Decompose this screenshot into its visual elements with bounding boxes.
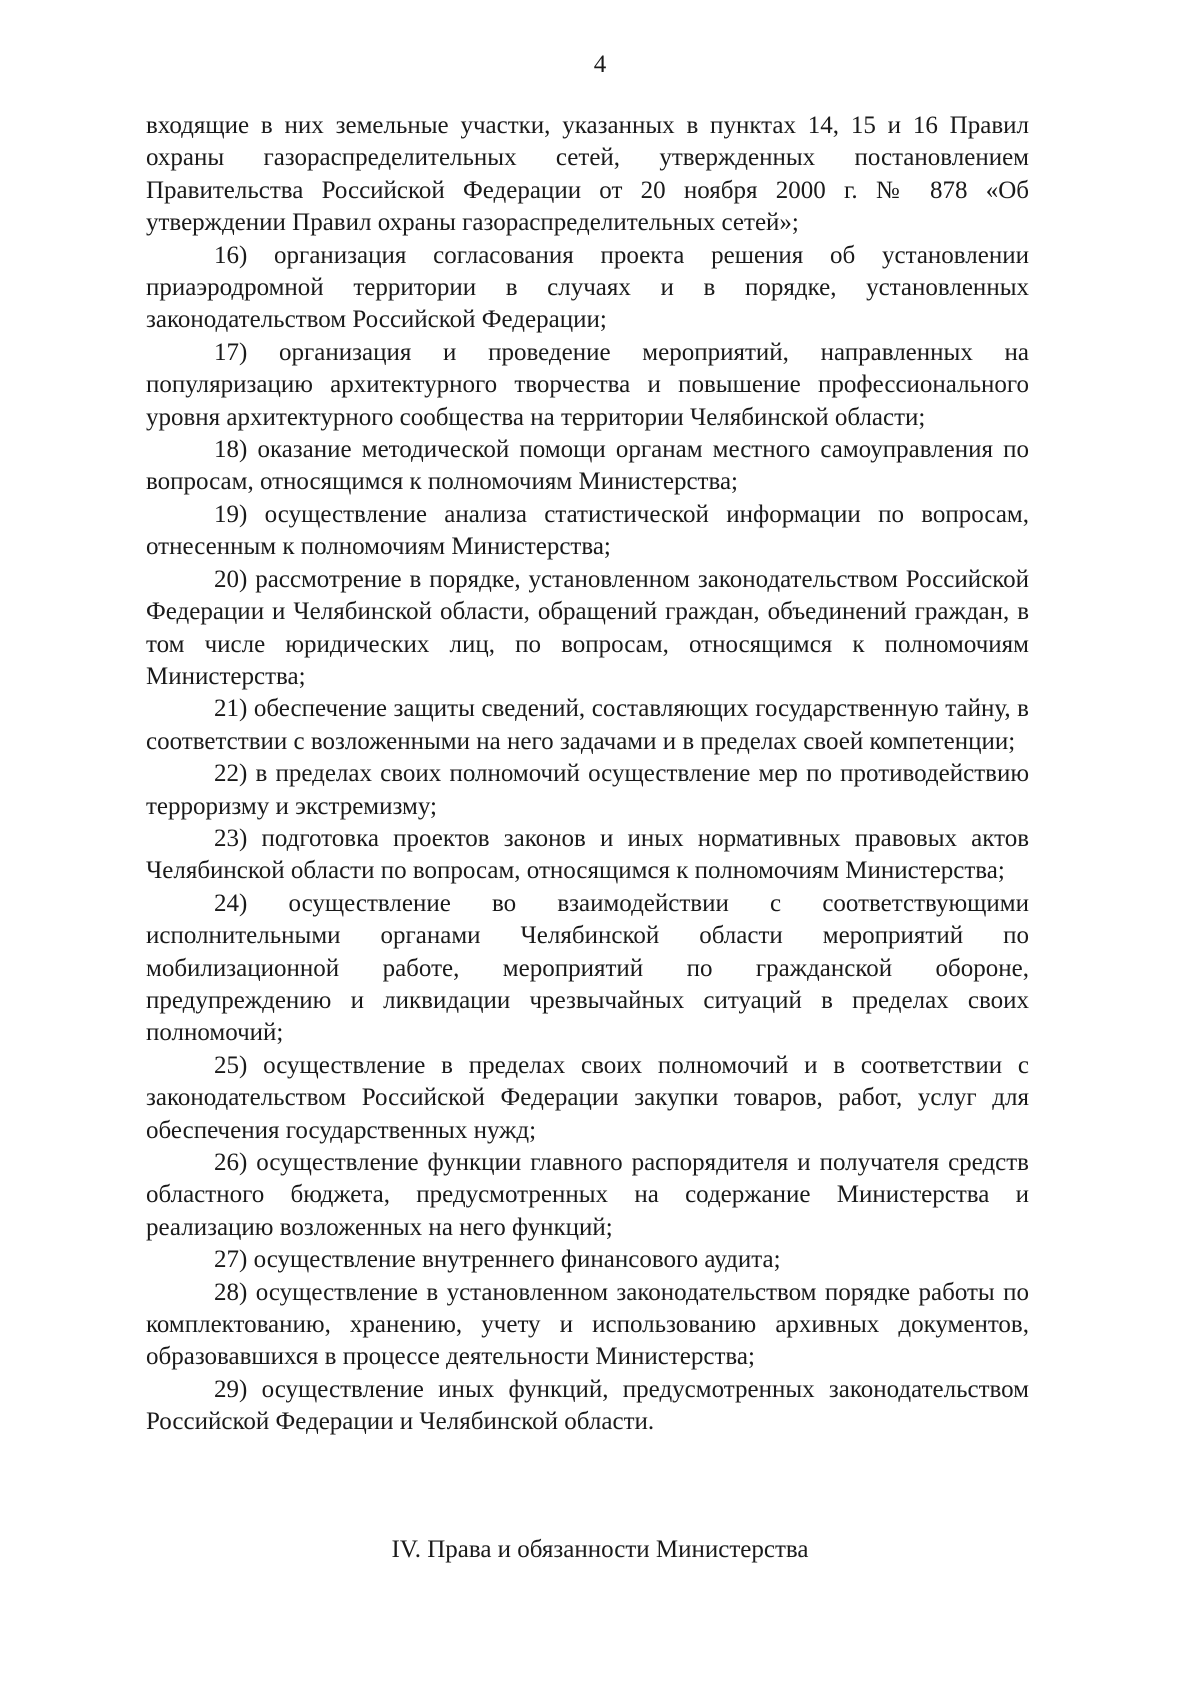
list-item-17: 17) организация и проведение мероприятий, направленных на популяризацию архитектурного творчества и повышение профессионального уровня архитектурного сообщества на территории Челябинской области; [146,338,1029,431]
section-heading: IV. Права и обязанности Министерства [391,1536,809,1563]
list-item-27: 27) осуществление внутреннего финансового аудита; [214,1246,781,1274]
list-item-29: 29) осуществление иных функций, предусмотренных законодательством Российской Федерации и Челябинской области. [146,1375,1029,1436]
list-item-22: 22) в пределах своих полномочий осуществление мер по противодействию терроризму и экстремизму; [146,760,1029,820]
list-item-21: 21) обеспечение защиты сведений, составляющих государственную тайну, в соответствии с возложенными на него задачами и в пределах своей компетенции; [146,695,1029,755]
list-item-19: 19) осуществление анализа статистической информации по вопросам, отнесенным к полномочиям Министерства; [146,500,1029,561]
list-item-26: 26) осуществление функции главного распорядителя и получателя средств областного бюджета, предусмотренных на содержание Министерства и реализацию возложенных на него функций; [146,1149,1029,1241]
list-item-20: 20) рассмотрение в порядке, установленном законодательством Российской Федерации и Челябинской области, обращений граждан, объединений граждан, в том числе юридических лиц, по вопросам, относящимся к полномочиям Министерства; [146,565,1029,690]
list-item-16: 16) организация согласования проекта решения об установлении приаэродромной территории в случаях и в порядке, установленных законодательством Российской Федерации; [146,241,1029,334]
document-body [146,110,1029,1439]
list-item-18: 18) оказание методической помощи органам местного самоуправления по вопросам, относящимся к полномочиям Министерства; [146,436,1029,496]
list-item-25: 25) осуществление в пределах своих полномочий и в соответствии с законодательством Российской Федерации закупки товаров, работ, услуг для обеспечения государственных нужд; [146,1051,1029,1144]
list-item-23: 23) подготовка проектов законов и иных нормативных правовых актов Челябинской области по вопросам, относящимся к полномочиям Министерства; [146,824,1029,885]
list-item-24: 24) осуществление во взаимодействии с соответствующими исполнительными органами Челябинской области мероприятий по мобилизационной работе, мероприятий по гражданской обороне, предупреждению и ликвидации чрезвычайных ситуаций в пределах своих полномочий; [146,889,1029,1047]
page-number: 4 [593,51,607,78]
list-item-28: 28) осуществление в установленном законодательством порядке работы по комплектованию, хранению, учету и использованию архивных документов, образовавшихся в процессе деятельности Министерства; [146,1278,1029,1371]
paragraph-continuation: входящие в них земельные участки, указанных в пунктах 14, 15 и 16 Правил охраны газораспределительных сетей, утвержденных постановлением Правительства Российской Федерации от 20 ноября 2000 г. № 878 «Об утверждении Правил охраны газораспределительных сетей»; [146,112,1029,237]
